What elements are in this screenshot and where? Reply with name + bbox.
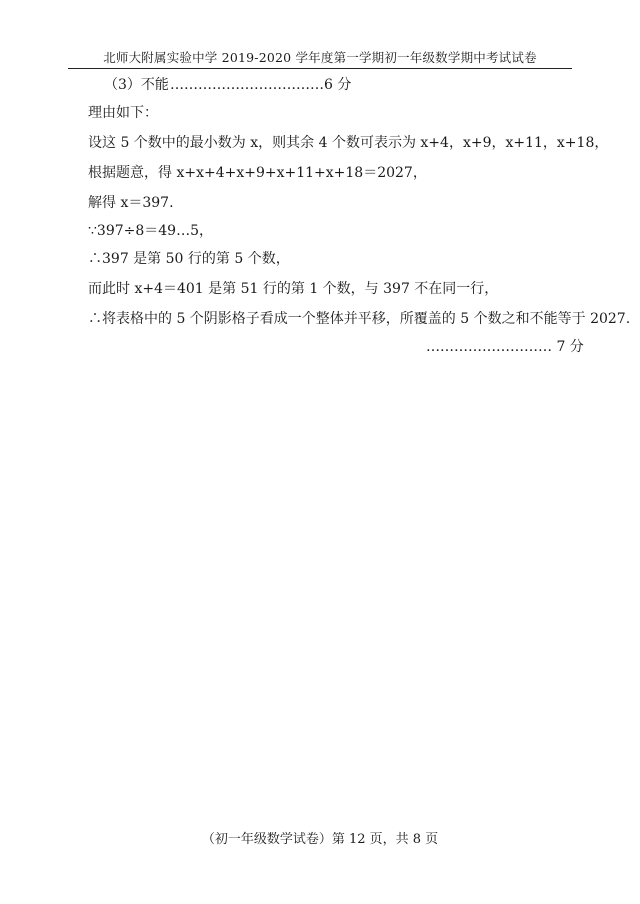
part3-score: ……………………………6 分 — [170, 77, 352, 93]
solution-line-6: 而此时 x+4＝401 是第 51 行的第 1 个数，与 397 不在同一行， — [88, 281, 499, 297]
part3-label: （3）不能 — [104, 77, 169, 93]
solution-line-2: 根据题意，得 x+x+4+x+9+x+11+x+18＝2027， — [88, 165, 427, 181]
solution-line-3: 解得 x＝397. — [88, 195, 174, 211]
solution-line-1: 设这 5 个数中的最小数为 x，则其余 4 个数可表示为 x+4，x+9，x+11，x+18， — [88, 135, 609, 151]
solution-line-7: ∴将表格中的 5 个阴影格子看成一个整体并平移，所覆盖的 5 个数之和不能等于 2027. — [88, 311, 631, 327]
solution-line-5: ∴397 是第 50 行的第 5 个数， — [88, 251, 290, 267]
solution-line-4: ∵397÷8＝49…5， — [88, 223, 213, 239]
page-header: 北师大附属实验中学 2019-2020 学年度第一学期初一年级数学期中考试试卷 — [103, 50, 537, 65]
header-divider — [68, 68, 572, 69]
final-score: ……………………… 7 分 — [426, 339, 584, 355]
reason-intro: 理由如下： — [88, 105, 158, 121]
page-footer: （初一年级数学试卷）第 12 页，共 8 页 — [201, 832, 439, 847]
